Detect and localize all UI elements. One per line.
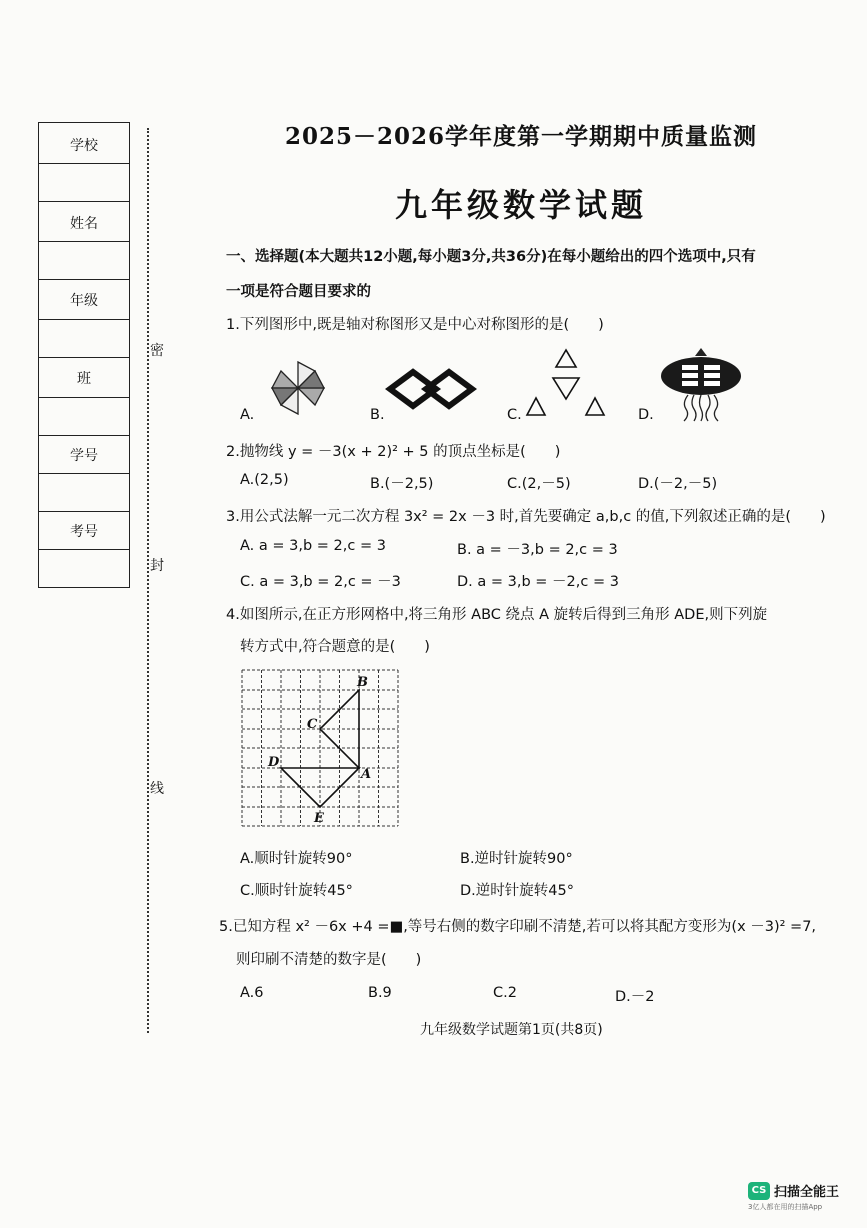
seal-char-mi: 密 xyxy=(150,340,164,360)
field-name[interactable] xyxy=(39,241,129,279)
label-a: A xyxy=(361,767,372,782)
brand-tagline: 3亿人都在用的扫描App xyxy=(748,1203,823,1211)
field-school[interactable] xyxy=(39,163,129,201)
q4-option-a[interactable]: A.顺时针旋转90° xyxy=(240,851,353,867)
label-e: E xyxy=(314,811,324,826)
q5-option-d[interactable]: D.－2 xyxy=(615,989,655,1005)
paper-title: 九年级数学试题 xyxy=(395,186,648,224)
cs-logo-icon: CS xyxy=(748,1182,770,1200)
emblem-figure xyxy=(658,346,744,422)
label-student-id: 学号 xyxy=(70,448,98,464)
divider xyxy=(39,279,129,280)
student-info-table xyxy=(38,122,130,588)
field-class[interactable] xyxy=(39,397,129,435)
label-exam-number: 考号 xyxy=(70,524,98,540)
q1-option-c[interactable]: C. xyxy=(507,407,522,423)
scanner-brand xyxy=(748,1180,840,1211)
q2-option-a[interactable]: A.(2,5) xyxy=(240,472,289,488)
q3-option-c[interactable]: C. a = 3,b = 2,c = －3 xyxy=(240,574,401,590)
label-b: B xyxy=(357,675,368,690)
q3-option-a[interactable]: A. a = 3,b = 2,c = 3 xyxy=(240,538,386,554)
divider xyxy=(39,435,129,436)
q3-option-d[interactable]: D. a = 3,b = －2,c = 3 xyxy=(457,574,619,590)
divider xyxy=(39,511,129,512)
q2-stem: 2.抛物线 y = －3(x + 2)² + 5 的顶点坐标是( ) xyxy=(226,444,561,460)
triangles-figure xyxy=(525,347,607,419)
q5-option-c[interactable]: C.2 xyxy=(493,985,517,1001)
exam-title: 2025－2026学年度第一学期期中质量监测 xyxy=(285,123,758,150)
section1-intro-line1: 一、选择题(本大题共12小题,每小题3分,共36分)在每小题给出的四个选项中,只有 xyxy=(226,249,756,265)
page-footer: 九年级数学试题第1页(共8页) xyxy=(420,1022,603,1038)
q1-option-a[interactable]: A. xyxy=(240,407,255,423)
q3-option-b[interactable]: B. a = －3,b = 2,c = 3 xyxy=(457,542,618,558)
label-name: 姓名 xyxy=(70,216,98,232)
interlocked-diamonds-figure xyxy=(385,368,477,410)
label-class: 班 xyxy=(77,371,91,387)
q4-option-b[interactable]: B.逆时针旋转90° xyxy=(460,851,573,867)
label-school: 学校 xyxy=(70,138,98,154)
divider xyxy=(39,201,129,202)
label-d: D xyxy=(268,755,280,770)
q1-stem: 1.下列图形中,既是轴对称图形又是中心对称图形的是( ) xyxy=(226,317,604,333)
seal-char-feng: 封 xyxy=(150,555,164,575)
q2-option-b[interactable]: B.(－2,5) xyxy=(370,476,434,492)
q5-stem-line1: 5.已知方程 x² －6x +4 =■,等号右侧的数字印刷不清楚,若可以将其配方变形为(x －3)² =7, xyxy=(219,919,817,935)
q4-option-c[interactable]: C.顺时针旋转45° xyxy=(240,883,353,899)
label-grade: 年级 xyxy=(70,293,98,309)
seal-char-xian: 线 xyxy=(150,778,164,798)
field-exam-number[interactable] xyxy=(39,549,129,587)
q5-stem-line2: 则印刷不清楚的数字是( ) xyxy=(236,952,422,968)
divider xyxy=(39,357,129,358)
q5-option-a[interactable]: A.6 xyxy=(240,985,264,1001)
q4-stem-line2: 转方式中,符合题意的是( ) xyxy=(240,639,430,655)
field-student-id[interactable] xyxy=(39,473,129,511)
label-c: C xyxy=(307,717,318,732)
seal-dotted-line xyxy=(147,128,149,1033)
section1-intro-line2: 一项是符合题目要求的 xyxy=(226,284,371,300)
brand-name: 扫描全能王 xyxy=(774,1185,840,1200)
q3-stem: 3.用公式法解一元二次方程 3x² = 2x －3 时,首先要确定 a,b,c 的值,下列叙述正确的是( ) xyxy=(226,509,826,525)
pinwheel-figure xyxy=(258,357,338,419)
q4-stem-line1: 4.如图所示,在正方形网格中,将三角形 ABC 绕点 A 旋转后得到三角形 ADE,则下列旋 xyxy=(226,607,768,623)
rotation-grid-figure xyxy=(232,662,410,830)
q5-option-b[interactable]: B.9 xyxy=(368,985,392,1001)
q2-option-c[interactable]: C.(2,－5) xyxy=(507,476,571,492)
q1-option-d[interactable]: D. xyxy=(638,407,654,423)
q1-option-b[interactable]: B. xyxy=(370,407,385,423)
q2-option-d[interactable]: D.(－2,－5) xyxy=(638,476,718,492)
field-grade[interactable] xyxy=(39,319,129,357)
q4-option-d[interactable]: D.逆时针旋转45° xyxy=(460,883,574,899)
